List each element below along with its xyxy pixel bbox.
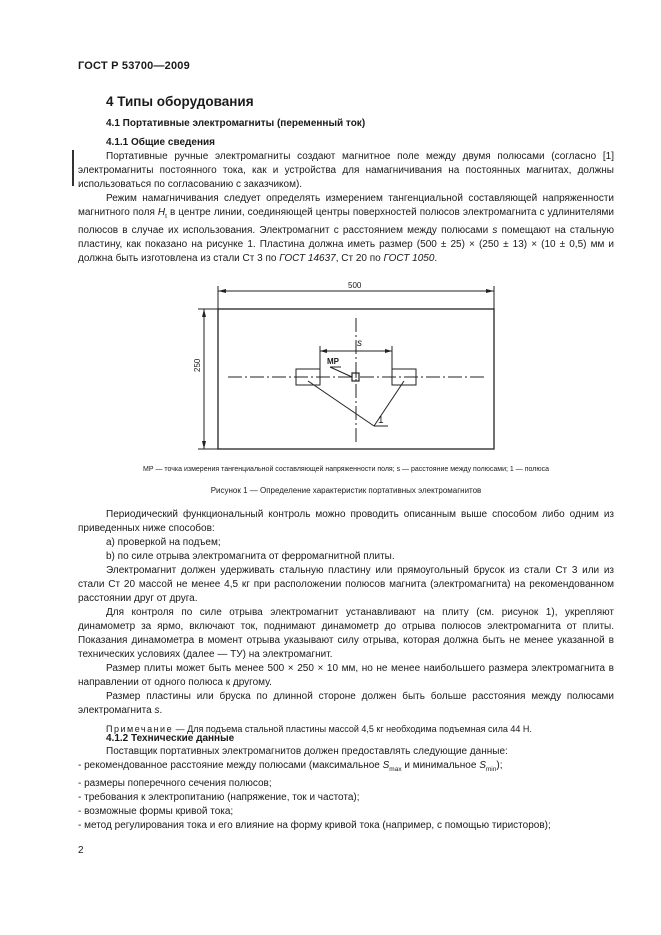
page-number: 2	[78, 845, 84, 856]
figure-caption: Рисунок 1 — Определение характеристик портативных электромагнитов	[210, 486, 482, 495]
paragraph-6: Размер плиты может быть менее 500 × 250 × 10 мм, но не менее наибольшего размера электромагнита в направлении от одного полюса к другому.	[78, 663, 614, 688]
text-block-3	[78, 745, 614, 833]
dim-label-500: 500	[348, 281, 362, 290]
list-item-4: - возможные формы кривой тока;	[78, 806, 234, 817]
paragraph-2: Режим намагничивания следует определять измерением тангенциальной составляющей напряженности магнитного поля $H_t$ в центре линии, соединяющей центры поверхностей полюсов электромагнита с удлинителями полюсов в случае их использования. Электромагнит с расстоянием между полюсами s помещают на стальную пластину, как показано на рисунке 1. Пластина должна иметь размер (500 ± 25) × (250 ± 13) × (10 ± 0,5) мм и должна быть изготовлена из стали Ст 3 по ГОСТ 14637, Ст 20 по ГОСТ 1050.	[78, 193, 615, 264]
section-4-1-title: 4.1 Портативные электромагниты (переменный ток)	[106, 118, 366, 129]
list-item-2: - размеры поперечного сечения полюсов;	[78, 778, 272, 789]
paragraph-8: Поставщик портативных электромагнитов должен предоставлять следующие данные:	[106, 746, 508, 757]
list-item-3: - требования к электропитанию (напряжение, ток и частота);	[78, 792, 360, 803]
document-header: ГОСТ Р 53700—2009	[78, 60, 190, 72]
figure-legend: МР — точка измерения тангенциальной составляющей напряженности поля; s — расстояние между полюсами; 1 — полюса	[143, 466, 549, 473]
paragraph-5: Для контроля по силе отрыва электромагнит устанавливают на плиту (см. рисунок 1), укрепляют динамометр за ярмо, включают ток, поднимают динамометр до отрыва полюсов электромагнита от плиты. Показания динамометра в момент отрыва указывают силу отрыва, которая должна быть не менее указанной в технических условиях (далее — ТУ) на электромагнит.	[78, 607, 614, 660]
list-item-b: b) по силе отрыва электромагнита от ферромагнитной плиты.	[106, 551, 395, 562]
section-4-title: 4 Типы оборудования	[106, 94, 254, 109]
paragraph-7: Размер пластины или бруска по длинной стороне должен быть больше расстояния между полюсами электромагнита s.	[78, 691, 614, 716]
paragraph-3: Периодический функциональный контроль можно проводить описанным выше способом либо одним из приведенных ниже способов:	[78, 509, 614, 534]
dim-label-250: 250	[193, 358, 202, 372]
leader-pole-left	[308, 381, 374, 426]
section-4-1-1-title: 4.1.1 Общие сведения	[106, 137, 215, 148]
list-item-1: - рекомендованное расстояние между полюсами (максимальное $S_{max}$ и минимальное $S_{min}$);	[78, 760, 503, 773]
label-mp: MP	[327, 357, 339, 366]
list-item-5: - метод регулирования тока и его влияние на форму кривой тока (например, с помощью тиристоров);	[78, 820, 551, 831]
section-4-1-2-title: 4.1.2 Технические данные	[106, 733, 235, 744]
text-block-2	[78, 508, 614, 736]
label-pole-1: 1	[378, 415, 384, 426]
dim-label-s: s	[357, 338, 362, 349]
paragraph-4: Электромагнит должен удерживать стальную пластину или прямоугольный брусок из стали Ст 3 или из стали Ст 20 массой не менее 4,5 кг при расположении полюсов магнита (электромагнита) на рекомендованном расстоянии друг от друга.	[78, 565, 614, 604]
note: Примечание — Для подъема стальной пластины массой 4,5 кг необходима подъемная сила 44 Н.	[106, 724, 532, 734]
list-item-a: a) проверкой на подъем;	[106, 537, 221, 548]
paragraph-1: Портативные ручные электромагниты создают магнитное поле между двумя полюсами (согласно [1] электромагниты постоянного тока, как и устройства для намагничивания на постоянных магнитах, должны использоваться по согласованию с заказчиком).	[78, 151, 614, 190]
